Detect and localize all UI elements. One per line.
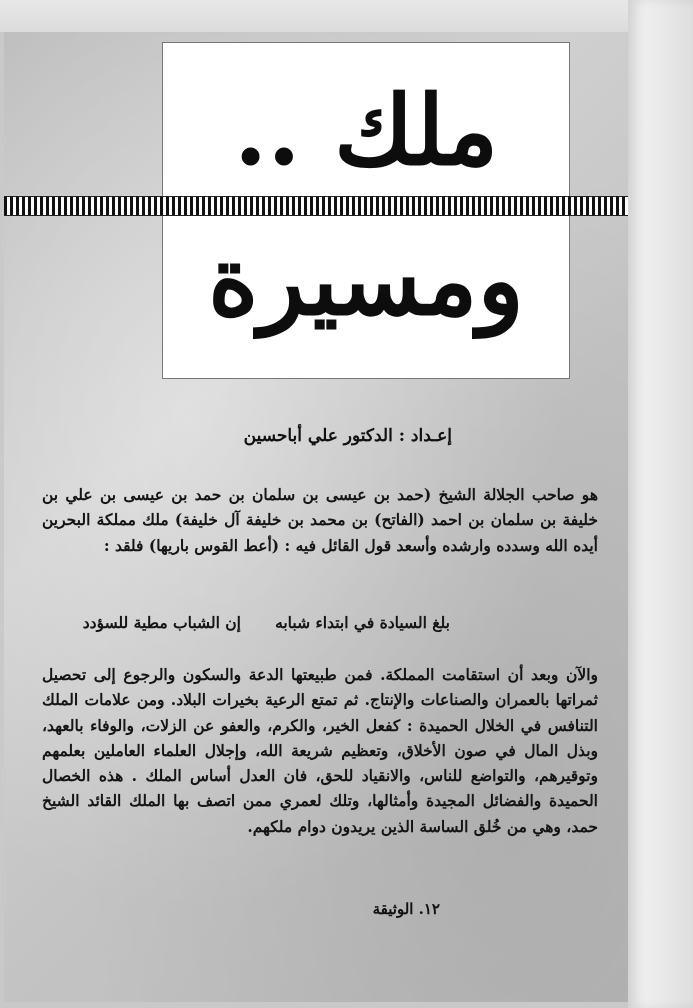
verse-first-hemistich: بلغ السيادة في ابتداء شبابه — [275, 613, 450, 632]
title-line-2: ومسيرة — [208, 224, 524, 337]
scan-border-right — [628, 0, 693, 1008]
decorative-stripe — [4, 196, 628, 216]
paragraph-body: والآن وبعد أن استقامت المملكة. فمن طبيعتها الدعة والسكون والرجوع إلى تحصيل ثمراتها بالعمران والصناعات والإنتاج. ثم تمتع الرعية بخيرات البلاد. ومن علامات الملك التنافس في الخلال الحميدة : كفعل الخير، والكرم، والعفو عن الزلات، والوفاء بالعهد، وبذل المال في صون الأخلاق، وتعظيم شريعة الله، وإجلال العلماء العاملين بعلمهم وتوقيرهم، والتواضع للناس، والانقياد للحق، فان العدل أساس الملك . هذه الخصال الحميدة والفضائل المجيدة وأمثالها، وتلك لعمري ممن اتصف بها الملك القائد الشيخ حمد، وهي من خُلق الساسة الذين يريدون دوام ملكهم. — [42, 665, 598, 836]
verse-second-hemistich: إن الشباب مطية للسؤدد — [82, 613, 241, 632]
paragraph-intro: هو صاحب الجلالة الشيخ (حمد بن عيسى بن سلمان بن حمد بن عيسى بن علي بن خليفة بن سلمان بن احمد (الفاتح) بن محمد بن خليفة آل خليفة) ملك مملكة البحرين أيده الله وسدده وارشده وأسعد قول القائل فيه : (أعط القوس باريها) فلقد : — [42, 485, 598, 555]
author-line: إعـداد : الدكتور علي أباحسين — [243, 426, 452, 446]
page-footer: ١٢. الوثيقة — [372, 900, 440, 918]
title-line-1: ملك .. — [233, 74, 499, 187]
document-page — [4, 32, 628, 1002]
scan-border-top — [0, 0, 693, 32]
